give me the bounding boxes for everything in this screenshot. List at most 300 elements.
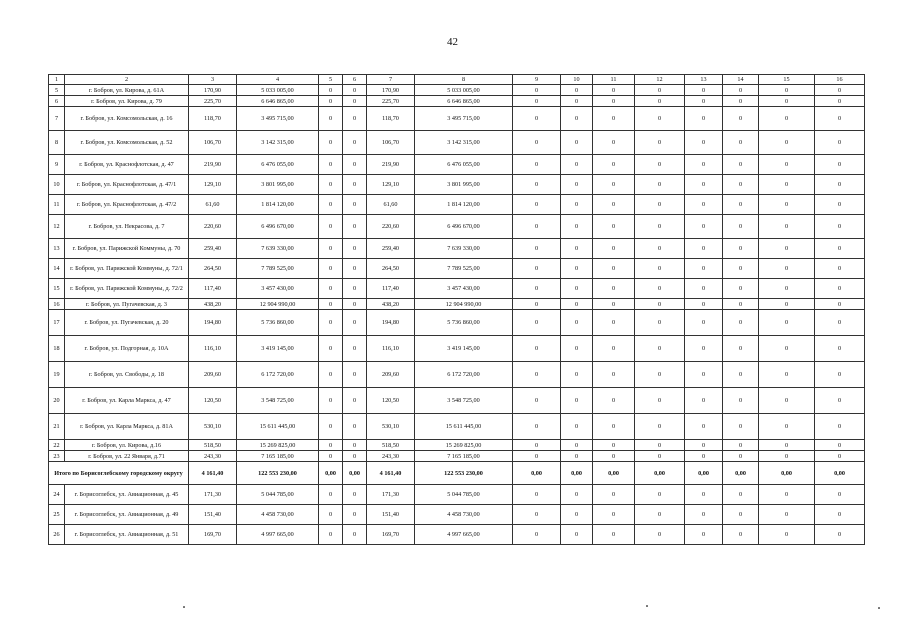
table-cell: 171,30 <box>189 485 237 505</box>
table-cell: 0 <box>815 85 865 96</box>
table-cell: 170,90 <box>367 85 415 96</box>
table-cell: 0 <box>635 107 685 131</box>
table-row <box>49 279 865 299</box>
total-row <box>49 462 865 485</box>
table-cell: 0 <box>593 440 635 451</box>
table-cell: 0 <box>723 299 759 310</box>
table-cell: 0 <box>685 195 723 215</box>
table-cell: 0 <box>343 279 367 299</box>
table-cell: 0 <box>513 155 561 175</box>
table-cell: 0 <box>319 155 343 175</box>
table-cell: 0 <box>635 155 685 175</box>
table-cell: 0 <box>815 414 865 440</box>
table-cell: 264,50 <box>189 259 237 279</box>
table-cell: 0 <box>685 440 723 451</box>
table-cell: 0 <box>759 451 815 462</box>
table-cell: 0 <box>561 362 593 388</box>
table-cell: 0 <box>723 215 759 239</box>
table-cell: 0 <box>343 131 367 155</box>
table-cell: 0 <box>593 362 635 388</box>
table-cell: 243,30 <box>367 451 415 462</box>
table-cell: 0 <box>513 414 561 440</box>
table-cell: 7 165 185,00 <box>415 451 513 462</box>
table-cell: 0 <box>319 215 343 239</box>
table-cell: 3 801 995,00 <box>237 175 319 195</box>
table-cell: 0 <box>561 388 593 414</box>
table-cell: 0 <box>561 155 593 175</box>
table-cell: 0 <box>319 440 343 451</box>
total-cell: 0,00 <box>513 462 561 485</box>
table-cell: 0 <box>685 299 723 310</box>
table-cell: 15 611 445,00 <box>415 414 513 440</box>
table-cell: 0 <box>723 175 759 195</box>
column-number: 11 <box>593 75 635 85</box>
table-row <box>49 175 865 195</box>
address-cell: г. Бобров, ул. Некрасова, д. 7 <box>65 215 189 239</box>
total-cell: 0,00 <box>635 462 685 485</box>
table-cell: 0 <box>815 215 865 239</box>
column-number: 10 <box>561 75 593 85</box>
table-cell: 0 <box>319 362 343 388</box>
table-cell: 0 <box>759 155 815 175</box>
table-cell: 518,50 <box>189 440 237 451</box>
table-cell: 169,70 <box>189 525 237 545</box>
column-number: 7 <box>367 75 415 85</box>
table-cell: 0 <box>513 279 561 299</box>
table-cell: 0 <box>759 414 815 440</box>
table-cell: 0 <box>561 440 593 451</box>
table-cell: 194,80 <box>367 310 415 336</box>
table-cell: 7 639 330,00 <box>237 239 319 259</box>
column-number: 8 <box>415 75 513 85</box>
table-cell: 0 <box>561 195 593 215</box>
table-cell: 25 <box>49 505 65 525</box>
table-row <box>49 107 865 131</box>
table-cell: 0 <box>635 215 685 239</box>
table-cell: 0 <box>815 299 865 310</box>
table-cell: 438,20 <box>189 299 237 310</box>
table-cell: 0 <box>759 85 815 96</box>
table-cell: 0 <box>319 107 343 131</box>
table-cell: 0 <box>513 485 561 505</box>
total-cell: 0,00 <box>593 462 635 485</box>
table-cell: 0 <box>343 440 367 451</box>
table-cell: 0 <box>685 485 723 505</box>
table-cell: 3 419 145,00 <box>415 336 513 362</box>
address-cell: г. Борисоглебск, ул. Авиационная, д. 45 <box>65 485 189 505</box>
table-cell: 0 <box>723 525 759 545</box>
total-cell: 0,00 <box>343 462 367 485</box>
table-cell: 3 548 725,00 <box>415 388 513 414</box>
table-cell: 0 <box>319 279 343 299</box>
table-cell: 0 <box>513 362 561 388</box>
table-cell: 0 <box>593 85 635 96</box>
column-number: 3 <box>189 75 237 85</box>
column-number: 9 <box>513 75 561 85</box>
table-cell: 259,40 <box>367 239 415 259</box>
table-cell: 5 033 005,00 <box>237 85 319 96</box>
table-cell: 0 <box>815 131 865 155</box>
table-row <box>49 440 865 451</box>
table-cell: 0 <box>635 85 685 96</box>
table-cell: 0 <box>723 362 759 388</box>
table-cell: 0 <box>561 85 593 96</box>
table-cell: 0 <box>685 175 723 195</box>
table-cell: 0 <box>319 96 343 107</box>
table-cell: 0 <box>723 131 759 155</box>
table-cell: 219,90 <box>367 155 415 175</box>
table-cell: 6 476 055,00 <box>415 155 513 175</box>
table-cell: 3 801 995,00 <box>415 175 513 195</box>
table-cell: 0 <box>685 414 723 440</box>
table-cell: 0 <box>815 310 865 336</box>
column-number: 15 <box>759 75 815 85</box>
table-cell: 0 <box>815 195 865 215</box>
table-cell: 0 <box>343 96 367 107</box>
table-cell: 13 <box>49 239 65 259</box>
table-cell: 0 <box>343 299 367 310</box>
table-cell: 0 <box>635 259 685 279</box>
table-cell: 209,60 <box>189 362 237 388</box>
table-cell: 0 <box>815 336 865 362</box>
table-cell: 15 269 825,00 <box>415 440 513 451</box>
table-cell: 0 <box>685 96 723 107</box>
table-cell: 3 495 715,00 <box>237 107 319 131</box>
table-cell: 0 <box>685 310 723 336</box>
table-cell: 0 <box>593 336 635 362</box>
table-cell: 5 044 785,00 <box>415 485 513 505</box>
column-number: 5 <box>319 75 343 85</box>
table-cell: 0 <box>759 239 815 259</box>
table-cell: 0 <box>685 388 723 414</box>
column-number: 2 <box>65 75 189 85</box>
table-cell: 0 <box>815 362 865 388</box>
total-cell: 122 553 230,00 <box>415 462 513 485</box>
table-cell: 0 <box>759 362 815 388</box>
table-cell: 0 <box>759 485 815 505</box>
table-cell: 0 <box>815 451 865 462</box>
table-row <box>49 239 865 259</box>
table-cell: 15 <box>49 279 65 299</box>
table-cell: 0 <box>593 175 635 195</box>
table-cell: 26 <box>49 525 65 545</box>
table-cell: 0 <box>635 279 685 299</box>
table-cell: 0 <box>815 388 865 414</box>
table-cell: 0 <box>343 336 367 362</box>
table-cell: 0 <box>593 279 635 299</box>
address-cell: г. Борисоглебск, ул. Авиационная, д. 49 <box>65 505 189 525</box>
table-cell: 0 <box>759 131 815 155</box>
table-cell: 0 <box>759 525 815 545</box>
table-cell: 0 <box>685 279 723 299</box>
table-cell: 209,60 <box>367 362 415 388</box>
table-cell: 194,80 <box>189 310 237 336</box>
table-cell: 0 <box>343 505 367 525</box>
table-row <box>49 85 865 96</box>
table-cell: 0 <box>685 215 723 239</box>
table-cell: 0 <box>513 85 561 96</box>
table-cell: 169,70 <box>367 525 415 545</box>
table-row <box>49 485 865 505</box>
table-cell: 0 <box>513 388 561 414</box>
total-cell: 122 553 230,00 <box>237 462 319 485</box>
table-cell: 129,10 <box>189 175 237 195</box>
table-cell: 0 <box>593 505 635 525</box>
table-cell: 12 904 990,00 <box>415 299 513 310</box>
table-row <box>49 388 865 414</box>
table-cell: 0 <box>513 175 561 195</box>
table-row <box>49 414 865 440</box>
table-cell: 0 <box>635 485 685 505</box>
table-cell: 3 457 430,00 <box>237 279 319 299</box>
table-cell: 0 <box>635 299 685 310</box>
table-cell: 0 <box>815 279 865 299</box>
table-cell: 129,10 <box>367 175 415 195</box>
table-cell: 0 <box>723 485 759 505</box>
table-cell: 0 <box>561 525 593 545</box>
table-cell: 0 <box>319 414 343 440</box>
table-row <box>49 451 865 462</box>
table-cell: 530,10 <box>367 414 415 440</box>
table-cell: 12 904 990,00 <box>237 299 319 310</box>
table-cell: 116,10 <box>189 336 237 362</box>
table-cell: 0 <box>319 131 343 155</box>
address-cell: г. Борисоглебск, ул. Авиационная, д. 51 <box>65 525 189 545</box>
address-cell: г. Бобров, ул. Парижской Коммуны, д. 70 <box>65 239 189 259</box>
table-cell: 0 <box>561 96 593 107</box>
table-cell: 0 <box>723 107 759 131</box>
address-cell: г. Бобров, ул. Кирова, д.16 <box>65 440 189 451</box>
total-cell: 0,00 <box>319 462 343 485</box>
table-cell: 0 <box>759 299 815 310</box>
table-cell: 18 <box>49 336 65 362</box>
table-cell: 0 <box>635 525 685 545</box>
table-cell: 0 <box>635 310 685 336</box>
table-cell: 15 611 445,00 <box>237 414 319 440</box>
table-cell: 0 <box>593 451 635 462</box>
table-cell: 0 <box>343 175 367 195</box>
table-cell: 0 <box>319 485 343 505</box>
table-cell: 5 736 860,00 <box>237 310 319 336</box>
table-cell: 0 <box>561 336 593 362</box>
table-cell: 6 496 670,00 <box>237 215 319 239</box>
column-number: 13 <box>685 75 723 85</box>
column-number: 14 <box>723 75 759 85</box>
table-cell: 0 <box>815 107 865 131</box>
table-cell: 0 <box>815 485 865 505</box>
table-cell: 1 814 120,00 <box>415 195 513 215</box>
table-cell: 0 <box>343 525 367 545</box>
table-cell: 10 <box>49 175 65 195</box>
table-cell: 0 <box>561 239 593 259</box>
table-row <box>49 131 865 155</box>
table-cell: 5 736 860,00 <box>415 310 513 336</box>
table-cell: 0 <box>685 239 723 259</box>
table-cell: 0 <box>635 131 685 155</box>
table-cell: 0 <box>635 96 685 107</box>
table-cell: 0 <box>319 525 343 545</box>
table-cell: 0 <box>561 451 593 462</box>
address-cell: г. Бобров, ул. Краснофлотская, д. 47 <box>65 155 189 175</box>
table-cell: 0 <box>759 195 815 215</box>
table-cell: 0 <box>593 96 635 107</box>
table-cell: 0 <box>759 215 815 239</box>
table-cell: 0 <box>635 505 685 525</box>
table-cell: 225,70 <box>367 96 415 107</box>
table-cell: 530,10 <box>189 414 237 440</box>
table-cell: 151,40 <box>367 505 415 525</box>
table-cell: 0 <box>343 155 367 175</box>
total-cell: 4 161,40 <box>367 462 415 485</box>
table-cell: 6 172 720,00 <box>237 362 319 388</box>
total-cell: 0,00 <box>759 462 815 485</box>
table-cell: 0 <box>723 310 759 336</box>
table-cell: 0 <box>685 336 723 362</box>
table-cell: 117,40 <box>189 279 237 299</box>
table-cell: 7 639 330,00 <box>415 239 513 259</box>
table-cell: 0 <box>815 525 865 545</box>
table-cell: 118,70 <box>367 107 415 131</box>
address-cell: г. Бобров, ул. Пугачевская, д. 3 <box>65 299 189 310</box>
table-cell: 0 <box>759 310 815 336</box>
table-cell: 23 <box>49 451 65 462</box>
total-cell: 4 161,40 <box>189 462 237 485</box>
header-row <box>49 75 865 85</box>
table-cell: 0 <box>685 362 723 388</box>
table-cell: 151,40 <box>189 505 237 525</box>
table-cell: 1 814 120,00 <box>237 195 319 215</box>
address-cell: г. Бобров, ул. Краснофлотская, д. 47/2 <box>65 195 189 215</box>
table-cell: 0 <box>561 175 593 195</box>
table-row <box>49 259 865 279</box>
table-cell: 0 <box>685 85 723 96</box>
table-cell: 0 <box>561 107 593 131</box>
table-cell: 61,60 <box>189 195 237 215</box>
table-cell: 243,30 <box>189 451 237 462</box>
table-cell: 0 <box>759 107 815 131</box>
table-cell: 6 <box>49 96 65 107</box>
table-cell: 0 <box>723 336 759 362</box>
table-cell: 0 <box>685 131 723 155</box>
table-row <box>49 96 865 107</box>
column-number: 4 <box>237 75 319 85</box>
table-cell: 0 <box>343 362 367 388</box>
table-cell: 0 <box>723 195 759 215</box>
table-cell: 7 789 525,00 <box>237 259 319 279</box>
table-cell: 0 <box>513 299 561 310</box>
table-cell: 0 <box>723 259 759 279</box>
address-cell: г. Бобров, ул. Кирова, д. 79 <box>65 96 189 107</box>
total-cell: 0,00 <box>561 462 593 485</box>
table-row <box>49 310 865 336</box>
table-cell: 0 <box>635 414 685 440</box>
table-cell: 0 <box>513 259 561 279</box>
table-cell: 8 <box>49 131 65 155</box>
table-cell: 0 <box>723 155 759 175</box>
table-row <box>49 299 865 310</box>
table-cell: 0 <box>343 388 367 414</box>
table-cell: 0 <box>815 175 865 195</box>
table-cell: 0 <box>319 85 343 96</box>
table-cell: 120,50 <box>367 388 415 414</box>
table-cell: 171,30 <box>367 485 415 505</box>
table-cell: 0 <box>759 388 815 414</box>
table-cell: 259,40 <box>189 239 237 259</box>
address-cell: г. Бобров, ул. Комсомольская, д. 16 <box>65 107 189 131</box>
table-cell: 0 <box>319 310 343 336</box>
table-cell: 16 <box>49 299 65 310</box>
table-cell: 0 <box>723 388 759 414</box>
address-cell: г. Бобров, ул. Краснофлотская, д. 47/1 <box>65 175 189 195</box>
table-cell: 0 <box>723 96 759 107</box>
table-cell: 19 <box>49 362 65 388</box>
table-cell: 0 <box>685 505 723 525</box>
address-cell: г. Бобров, ул. Пугачевская, д. 20 <box>65 310 189 336</box>
table-cell: 15 269 825,00 <box>237 440 319 451</box>
address-cell: г. Бобров, ул. Комсомольская, д. 52 <box>65 131 189 155</box>
table-cell: 0 <box>561 299 593 310</box>
table-cell: 0 <box>319 259 343 279</box>
table-cell: 0 <box>685 155 723 175</box>
page-number: 42 <box>447 36 458 48</box>
table-cell: 0 <box>815 96 865 107</box>
table-cell: 0 <box>513 131 561 155</box>
table-cell: 0 <box>593 388 635 414</box>
table-cell: 0 <box>635 336 685 362</box>
column-number: 16 <box>815 75 865 85</box>
table-cell: 0 <box>343 414 367 440</box>
address-cell: г. Бобров, ул. Кирова, д. 61А <box>65 85 189 96</box>
table-cell: 0 <box>561 505 593 525</box>
table-cell: 22 <box>49 440 65 451</box>
table-cell: 7 165 185,00 <box>237 451 319 462</box>
table-cell: 0 <box>343 259 367 279</box>
table-cell: 5 033 005,00 <box>415 85 513 96</box>
address-cell: г. Бобров, ул. 22 Января, д.71 <box>65 451 189 462</box>
table-cell: 0 <box>593 239 635 259</box>
table-cell: 0 <box>513 215 561 239</box>
table-cell: 0 <box>759 440 815 451</box>
table-cell: 0 <box>513 107 561 131</box>
table-cell: 0 <box>513 525 561 545</box>
total-cell: 0,00 <box>685 462 723 485</box>
table-cell: 21 <box>49 414 65 440</box>
table-cell: 11 <box>49 195 65 215</box>
total-cell: 0,00 <box>815 462 865 485</box>
table-cell: 0 <box>723 279 759 299</box>
table-cell: 3 495 715,00 <box>415 107 513 131</box>
table-cell: 6 476 055,00 <box>237 155 319 175</box>
table-cell: 0 <box>815 505 865 525</box>
table-cell: 0 <box>561 310 593 336</box>
table-cell: 264,50 <box>367 259 415 279</box>
table-cell: 0 <box>343 310 367 336</box>
table-cell: 0 <box>723 239 759 259</box>
table-cell: 3 142 315,00 <box>237 131 319 155</box>
table-cell: 0 <box>561 414 593 440</box>
table-cell: 438,20 <box>367 299 415 310</box>
table-cell: 20 <box>49 388 65 414</box>
table-cell: 0 <box>685 451 723 462</box>
table-cell: 0 <box>319 239 343 259</box>
table-cell: 0 <box>759 336 815 362</box>
table-cell: 0 <box>561 131 593 155</box>
table-cell: 219,90 <box>189 155 237 175</box>
column-number: 12 <box>635 75 685 85</box>
table-cell: 0 <box>343 239 367 259</box>
table-cell: 0 <box>593 299 635 310</box>
address-cell: г. Бобров, ул. Парижской Коммуны, д. 72/1 <box>65 259 189 279</box>
